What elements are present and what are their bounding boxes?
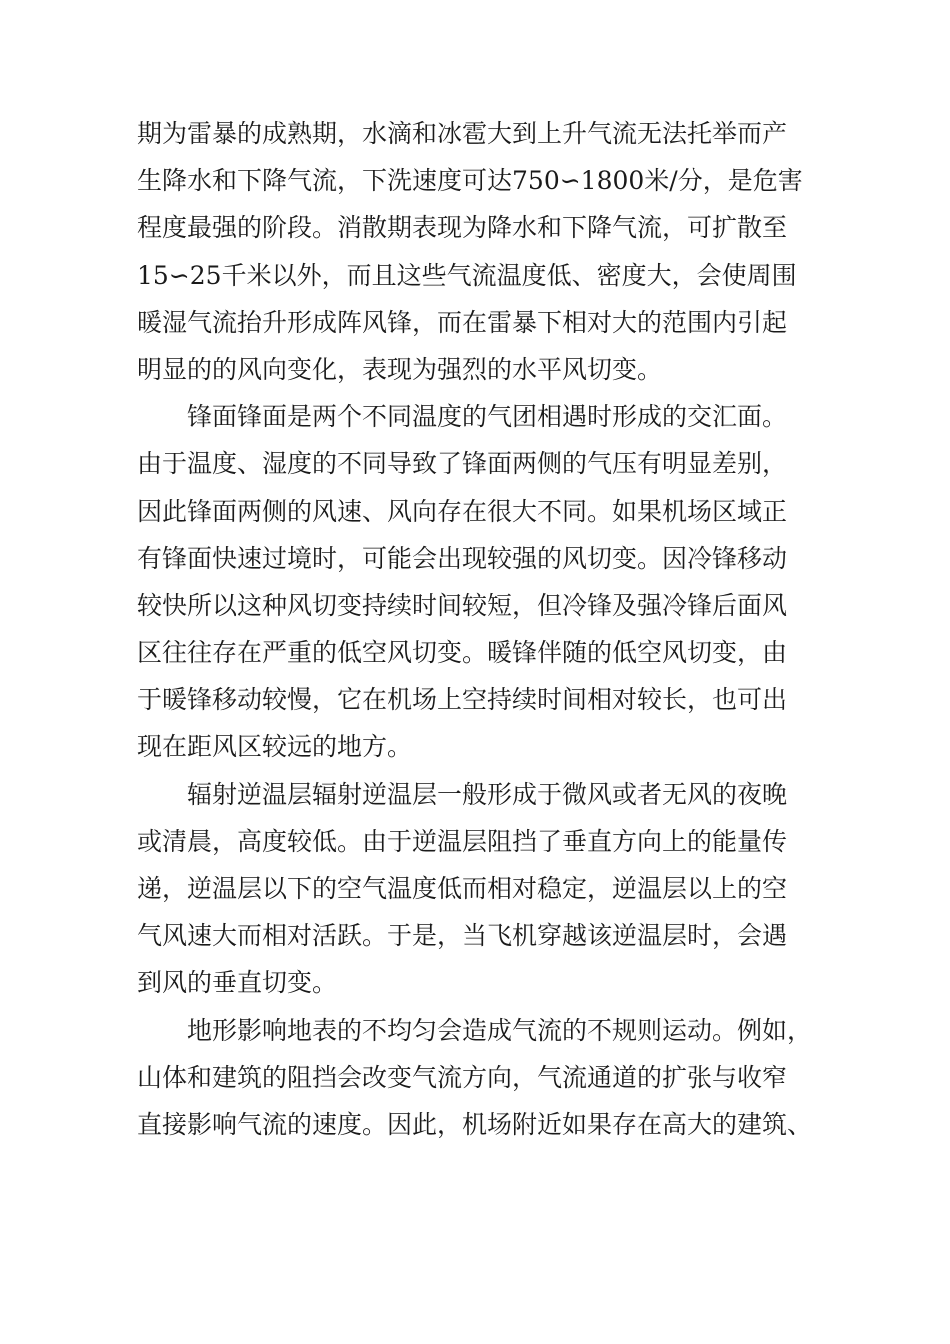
text-line: 生降水和下降气流，下洗速度可达750∽1800米/分，是危害	[137, 166, 803, 196]
text-line: 现在距风区较远的地方。	[137, 732, 413, 762]
text-line: 较快所以这种风切变持续时间较短，但冷锋及强冷锋后面风	[137, 590, 788, 620]
text-line: 15∽25千米以外，而且这些气流温度低、密度大，会使周围	[137, 260, 797, 290]
text-line: 程度最强的阶段。消散期表现为降水和下降气流，可扩散至	[137, 213, 788, 243]
text-line: 山体和建筑的阻挡会改变气流方向，气流通道的扩张与收窄	[137, 1062, 788, 1092]
text-line: 辐射逆温层辐射逆温层一般形成于微风或者无风的夜晚	[187, 779, 788, 809]
text-line: 区往往存在严重的低空风切变。暖锋伴随的低空风切变，由	[137, 638, 788, 668]
text-line: 递，逆温层以下的空气温度低而相对稳定，逆温层以上的空	[137, 874, 788, 903]
text-line: 由于温度、湿度的不同导致了锋面两侧的气压有明显差别，	[137, 449, 788, 479]
text-line: 或清晨，高度较低。由于逆温层阻挡了垂直方向上的能量传	[137, 826, 788, 856]
text-line: 有锋面快速过境时，可能会出现较强的风切变。因冷锋移动	[137, 543, 788, 573]
text-line: 到风的垂直切变。	[137, 968, 338, 998]
text-line: 暖湿气流抬升形成阵风锋，而在雷暴下相对大的范围内引起	[137, 307, 788, 337]
text-line: 锋面锋面是两个不同温度的气团相遇时形成的交汇面。	[187, 402, 788, 432]
text-line: 于暖锋移动较慢，它在机场上空持续时间相对较长，也可出	[137, 685, 788, 715]
document-body	[137, 110, 817, 1148]
text-line: 直接影响气流的速度。因此，机场附近如果存在高大的建筑、	[137, 1109, 813, 1139]
text-line: 气风速大而相对活跃。于是，当飞机穿越该逆温层时，会遇	[137, 921, 788, 951]
text-line: 地形影响地表的不均匀会造成气流的不规则运动。例如，	[187, 1015, 813, 1045]
text-line: 期为雷暴的成熟期，水滴和冰雹大到上升气流无法托举而产	[137, 119, 788, 148]
text-line: 明显的的风向变化，表现为强烈的水平风切变。	[137, 354, 663, 384]
text-line: 因此锋面两侧的风速、风向存在很大不同。如果机场区域正	[137, 496, 788, 526]
